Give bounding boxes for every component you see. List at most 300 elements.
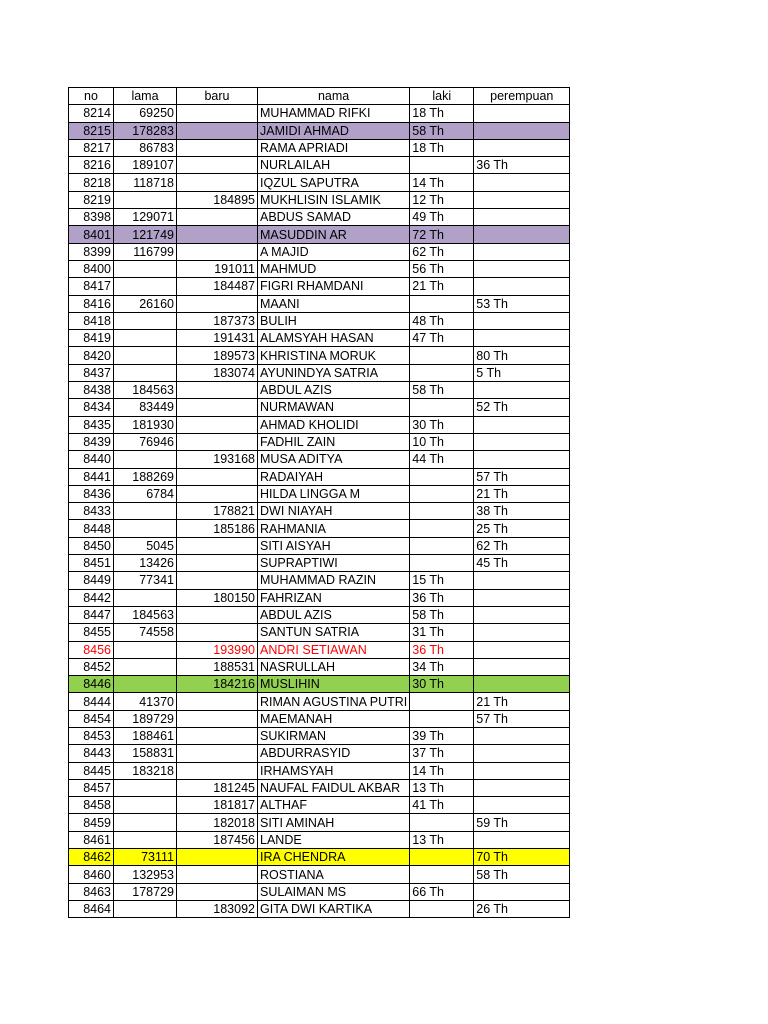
cell-lama: 189729	[114, 710, 177, 727]
cell-lama	[114, 520, 177, 537]
cell-no: 8417	[69, 278, 114, 295]
cell-no: 8436	[69, 485, 114, 502]
cell-no: 8215	[69, 122, 114, 139]
cell-baru	[177, 624, 258, 641]
table-row	[69, 295, 570, 312]
cell-nama: A MAJID	[258, 243, 410, 260]
table-row	[69, 900, 570, 917]
cell-nama: MUSLIHIN	[258, 676, 410, 693]
cell-nama: SULAIMAN MS	[258, 883, 410, 900]
cell-perempuan: 21 Th	[474, 693, 570, 710]
cell-laki: 21 Th	[410, 278, 474, 295]
cell-lama: 76946	[114, 433, 177, 450]
cell-no: 8440	[69, 451, 114, 468]
cell-laki	[410, 555, 474, 572]
cell-nama: FADHIL ZAIN	[258, 433, 410, 450]
cell-baru	[177, 883, 258, 900]
cell-baru	[177, 555, 258, 572]
cell-lama	[114, 779, 177, 796]
cell-nama: MASUDDIN AR	[258, 226, 410, 243]
cell-laki	[410, 485, 474, 502]
cell-perempuan	[474, 797, 570, 814]
cell-laki: 15 Th	[410, 572, 474, 589]
cell-baru	[177, 209, 258, 226]
cell-lama	[114, 451, 177, 468]
cell-no: 8434	[69, 399, 114, 416]
header-perempuan: perempuan	[474, 88, 570, 105]
cell-perempuan: 57 Th	[474, 710, 570, 727]
cell-laki	[410, 849, 474, 866]
cell-nama: RIMAN AGUSTINA PUTRI	[258, 693, 410, 710]
cell-laki: 66 Th	[410, 883, 474, 900]
cell-no: 8400	[69, 260, 114, 277]
cell-no: 8216	[69, 157, 114, 174]
cell-laki: 12 Th	[410, 191, 474, 208]
cell-no: 8457	[69, 779, 114, 796]
cell-baru	[177, 485, 258, 502]
cell-nama: SITI AMINAH	[258, 814, 410, 831]
cell-lama: 183218	[114, 762, 177, 779]
cell-nama: MUKHLISIN ISLAMIK	[258, 191, 410, 208]
cell-lama	[114, 641, 177, 658]
cell-laki: 36 Th	[410, 641, 474, 658]
cell-nama: NURMAWAN	[258, 399, 410, 416]
cell-lama	[114, 312, 177, 329]
cell-no: 8462	[69, 849, 114, 866]
cell-laki	[410, 814, 474, 831]
data-table	[68, 87, 570, 918]
cell-nama: SUKIRMAN	[258, 727, 410, 744]
cell-perempuan	[474, 433, 570, 450]
cell-perempuan: 45 Th	[474, 555, 570, 572]
cell-perempuan	[474, 122, 570, 139]
cell-baru	[177, 537, 258, 554]
cell-baru: 187456	[177, 831, 258, 848]
cell-nama: SANTUN SATRIA	[258, 624, 410, 641]
cell-nama: ALAMSYAH HASAN	[258, 330, 410, 347]
cell-perempuan	[474, 606, 570, 623]
cell-baru	[177, 399, 258, 416]
cell-perempuan	[474, 278, 570, 295]
cell-laki: 14 Th	[410, 174, 474, 191]
cell-baru: 193168	[177, 451, 258, 468]
cell-laki: 58 Th	[410, 382, 474, 399]
table-row	[69, 866, 570, 883]
table-row	[69, 641, 570, 658]
cell-no: 8217	[69, 139, 114, 156]
cell-no: 8453	[69, 727, 114, 744]
cell-baru: 178821	[177, 503, 258, 520]
table-row	[69, 676, 570, 693]
cell-lama	[114, 658, 177, 675]
cell-perempuan	[474, 416, 570, 433]
table-row	[69, 693, 570, 710]
cell-lama: 86783	[114, 139, 177, 156]
cell-nama: AYUNINDYA SATRIA	[258, 364, 410, 381]
cell-perempuan: 70 Th	[474, 849, 570, 866]
table-row	[69, 364, 570, 381]
table-row	[69, 191, 570, 208]
cell-lama: 132953	[114, 866, 177, 883]
cell-baru: 184487	[177, 278, 258, 295]
cell-baru	[177, 243, 258, 260]
table-row	[69, 139, 570, 156]
cell-no: 8433	[69, 503, 114, 520]
table-row	[69, 209, 570, 226]
cell-perempuan: 26 Th	[474, 900, 570, 917]
cell-laki: 18 Th	[410, 105, 474, 122]
table-row	[69, 226, 570, 243]
cell-perempuan	[474, 312, 570, 329]
cell-lama	[114, 260, 177, 277]
table-row	[69, 433, 570, 450]
table-row	[69, 624, 570, 641]
cell-perempuan: 38 Th	[474, 503, 570, 520]
cell-lama	[114, 900, 177, 917]
cell-perempuan	[474, 676, 570, 693]
cell-nama: GITA DWI KARTIKA	[258, 900, 410, 917]
cell-no: 8438	[69, 382, 114, 399]
cell-no: 8464	[69, 900, 114, 917]
cell-no: 8459	[69, 814, 114, 831]
cell-perempuan	[474, 330, 570, 347]
cell-no: 8444	[69, 693, 114, 710]
table-row	[69, 555, 570, 572]
cell-nama: RADAIYAH	[258, 468, 410, 485]
cell-nama: BULIH	[258, 312, 410, 329]
cell-no: 8435	[69, 416, 114, 433]
cell-lama: 188269	[114, 468, 177, 485]
cell-nama: DWI NIAYAH	[258, 503, 410, 520]
cell-lama: 116799	[114, 243, 177, 260]
cell-baru	[177, 710, 258, 727]
cell-nama: SITI AISYAH	[258, 537, 410, 554]
cell-no: 8399	[69, 243, 114, 260]
cell-baru	[177, 226, 258, 243]
cell-no: 8219	[69, 191, 114, 208]
cell-baru: 183092	[177, 900, 258, 917]
cell-laki: 41 Th	[410, 797, 474, 814]
table-row	[69, 572, 570, 589]
cell-baru	[177, 157, 258, 174]
cell-no: 8437	[69, 364, 114, 381]
cell-baru	[177, 139, 258, 156]
header-no: no	[69, 88, 114, 105]
cell-perempuan	[474, 589, 570, 606]
table-row	[69, 485, 570, 502]
table-row	[69, 451, 570, 468]
cell-laki: 13 Th	[410, 831, 474, 848]
cell-perempuan: 52 Th	[474, 399, 570, 416]
cell-no: 8455	[69, 624, 114, 641]
cell-lama: 184563	[114, 382, 177, 399]
cell-perempuan	[474, 226, 570, 243]
cell-laki: 30 Th	[410, 416, 474, 433]
table-row	[69, 779, 570, 796]
cell-lama: 6784	[114, 485, 177, 502]
cell-no: 8451	[69, 555, 114, 572]
cell-nama: JAMIDI AHMAD	[258, 122, 410, 139]
cell-laki	[410, 693, 474, 710]
cell-no: 8418	[69, 312, 114, 329]
table-row	[69, 606, 570, 623]
cell-laki: 72 Th	[410, 226, 474, 243]
cell-baru	[177, 606, 258, 623]
table-row	[69, 243, 570, 260]
cell-baru	[177, 122, 258, 139]
cell-nama: MUSA ADITYA	[258, 451, 410, 468]
cell-lama: 83449	[114, 399, 177, 416]
header-row	[69, 88, 570, 105]
table-row	[69, 416, 570, 433]
cell-laki	[410, 399, 474, 416]
cell-baru	[177, 382, 258, 399]
cell-laki	[410, 157, 474, 174]
cell-baru	[177, 572, 258, 589]
table-row	[69, 883, 570, 900]
cell-lama: 178729	[114, 883, 177, 900]
cell-laki: 34 Th	[410, 658, 474, 675]
cell-perempuan: 80 Th	[474, 347, 570, 364]
cell-perempuan: 58 Th	[474, 866, 570, 883]
cell-baru	[177, 416, 258, 433]
cell-baru: 191431	[177, 330, 258, 347]
table-row	[69, 537, 570, 554]
cell-lama: 189107	[114, 157, 177, 174]
cell-lama: 118718	[114, 174, 177, 191]
cell-no: 8446	[69, 676, 114, 693]
cell-no: 8450	[69, 537, 114, 554]
cell-nama: IRHAMSYAH	[258, 762, 410, 779]
cell-laki	[410, 710, 474, 727]
cell-nama: AHMAD KHOLIDI	[258, 416, 410, 433]
cell-perempuan	[474, 762, 570, 779]
cell-no: 8449	[69, 572, 114, 589]
cell-lama: 181930	[114, 416, 177, 433]
cell-lama: 69250	[114, 105, 177, 122]
cell-laki	[410, 468, 474, 485]
cell-lama	[114, 814, 177, 831]
cell-nama: MAEMANAH	[258, 710, 410, 727]
cell-perempuan	[474, 174, 570, 191]
cell-nama: SUPRAPTIWI	[258, 555, 410, 572]
cell-laki: 47 Th	[410, 330, 474, 347]
cell-perempuan	[474, 727, 570, 744]
cell-no: 8463	[69, 883, 114, 900]
table-row	[69, 468, 570, 485]
table-row	[69, 727, 570, 744]
cell-lama	[114, 589, 177, 606]
cell-no: 8456	[69, 641, 114, 658]
table-row	[69, 831, 570, 848]
cell-laki: 30 Th	[410, 676, 474, 693]
cell-lama: 121749	[114, 226, 177, 243]
cell-baru: 181245	[177, 779, 258, 796]
cell-lama	[114, 191, 177, 208]
cell-lama	[114, 330, 177, 347]
cell-lama: 184563	[114, 606, 177, 623]
cell-perempuan: 5 Th	[474, 364, 570, 381]
cell-laki: 10 Th	[410, 433, 474, 450]
cell-baru	[177, 849, 258, 866]
header-nama: nama	[258, 88, 410, 105]
cell-lama	[114, 347, 177, 364]
cell-baru: 180150	[177, 589, 258, 606]
cell-perempuan	[474, 139, 570, 156]
cell-nama: ABDUL AZIS	[258, 606, 410, 623]
cell-laki: 58 Th	[410, 606, 474, 623]
table-row	[69, 399, 570, 416]
cell-perempuan	[474, 209, 570, 226]
cell-no: 8460	[69, 866, 114, 883]
cell-baru	[177, 295, 258, 312]
cell-baru: 185186	[177, 520, 258, 537]
cell-lama: 74558	[114, 624, 177, 641]
cell-no: 8420	[69, 347, 114, 364]
cell-nama: ANDRI SETIAWAN	[258, 641, 410, 658]
cell-nama: NAUFAL FAIDUL AKBAR	[258, 779, 410, 796]
cell-baru: 181817	[177, 797, 258, 814]
cell-laki: 58 Th	[410, 122, 474, 139]
table-row	[69, 157, 570, 174]
cell-lama: 13426	[114, 555, 177, 572]
table-row	[69, 797, 570, 814]
cell-baru: 184895	[177, 191, 258, 208]
cell-laki	[410, 900, 474, 917]
cell-lama	[114, 831, 177, 848]
cell-baru: 191011	[177, 260, 258, 277]
cell-perempuan	[474, 779, 570, 796]
table-row	[69, 503, 570, 520]
table-row	[69, 658, 570, 675]
cell-laki: 48 Th	[410, 312, 474, 329]
cell-lama: 158831	[114, 745, 177, 762]
cell-no: 8398	[69, 209, 114, 226]
cell-no: 8214	[69, 105, 114, 122]
table-row	[69, 589, 570, 606]
cell-nama: FIGRI RHAMDANI	[258, 278, 410, 295]
cell-baru	[177, 174, 258, 191]
cell-laki	[410, 295, 474, 312]
cell-lama	[114, 503, 177, 520]
cell-baru	[177, 105, 258, 122]
cell-nama: MUHAMMAD RAZIN	[258, 572, 410, 589]
cell-perempuan: 57 Th	[474, 468, 570, 485]
cell-perempuan: 62 Th	[474, 537, 570, 554]
table-row	[69, 122, 570, 139]
cell-perempuan	[474, 624, 570, 641]
cell-no: 8443	[69, 745, 114, 762]
cell-no: 8461	[69, 831, 114, 848]
cell-perempuan: 25 Th	[474, 520, 570, 537]
cell-perempuan: 53 Th	[474, 295, 570, 312]
cell-lama: 188461	[114, 727, 177, 744]
cell-lama: 129071	[114, 209, 177, 226]
cell-perempuan	[474, 572, 570, 589]
cell-nama: IQZUL SAPUTRA	[258, 174, 410, 191]
cell-lama: 178283	[114, 122, 177, 139]
table-row	[69, 330, 570, 347]
cell-lama	[114, 797, 177, 814]
table-body	[69, 105, 570, 918]
cell-perempuan	[474, 831, 570, 848]
cell-laki: 18 Th	[410, 139, 474, 156]
cell-nama: NASRULLAH	[258, 658, 410, 675]
cell-nama: ALTHAF	[258, 797, 410, 814]
cell-no: 8452	[69, 658, 114, 675]
cell-baru	[177, 433, 258, 450]
cell-nama: FAHRIZAN	[258, 589, 410, 606]
cell-nama: RAMA APRIADI	[258, 139, 410, 156]
cell-lama	[114, 676, 177, 693]
table-row	[69, 260, 570, 277]
cell-perempuan: 21 Th	[474, 485, 570, 502]
cell-laki	[410, 503, 474, 520]
cell-baru: 188531	[177, 658, 258, 675]
cell-nama: NURLAILAH	[258, 157, 410, 174]
header-lama: lama	[114, 88, 177, 105]
cell-perempuan: 59 Th	[474, 814, 570, 831]
table-row	[69, 814, 570, 831]
cell-nama: KHRISTINA MORUK	[258, 347, 410, 364]
cell-perempuan	[474, 883, 570, 900]
cell-baru: 187373	[177, 312, 258, 329]
table-row	[69, 278, 570, 295]
cell-lama: 26160	[114, 295, 177, 312]
cell-perempuan	[474, 243, 570, 260]
cell-nama: MAHMUD	[258, 260, 410, 277]
cell-nama: ABDUS SAMAD	[258, 209, 410, 226]
cell-nama: ABDURRASYID	[258, 745, 410, 762]
table-row	[69, 745, 570, 762]
header-laki: laki	[410, 88, 474, 105]
table-row	[69, 762, 570, 779]
cell-laki: 31 Th	[410, 624, 474, 641]
cell-laki	[410, 520, 474, 537]
cell-baru: 182018	[177, 814, 258, 831]
cell-nama: ABDUL AZIS	[258, 382, 410, 399]
table-row	[69, 347, 570, 364]
cell-no: 8416	[69, 295, 114, 312]
cell-nama: LANDE	[258, 831, 410, 848]
table-row	[69, 382, 570, 399]
cell-baru	[177, 866, 258, 883]
cell-nama: RAHMANIA	[258, 520, 410, 537]
cell-lama: 41370	[114, 693, 177, 710]
cell-nama: MUHAMMAD RIFKI	[258, 105, 410, 122]
cell-laki: 56 Th	[410, 260, 474, 277]
cell-lama	[114, 364, 177, 381]
table-row	[69, 520, 570, 537]
cell-lama: 73111	[114, 849, 177, 866]
cell-baru	[177, 468, 258, 485]
cell-baru	[177, 727, 258, 744]
cell-perempuan: 36 Th	[474, 157, 570, 174]
cell-baru: 183074	[177, 364, 258, 381]
cell-perempuan	[474, 641, 570, 658]
cell-baru	[177, 745, 258, 762]
cell-perempuan	[474, 451, 570, 468]
table-row	[69, 710, 570, 727]
header-baru: baru	[177, 88, 258, 105]
cell-baru	[177, 693, 258, 710]
cell-nama: HILDA LINGGA M	[258, 485, 410, 502]
cell-baru	[177, 762, 258, 779]
table-row	[69, 312, 570, 329]
cell-perempuan	[474, 658, 570, 675]
cell-laki: 14 Th	[410, 762, 474, 779]
cell-laki	[410, 347, 474, 364]
